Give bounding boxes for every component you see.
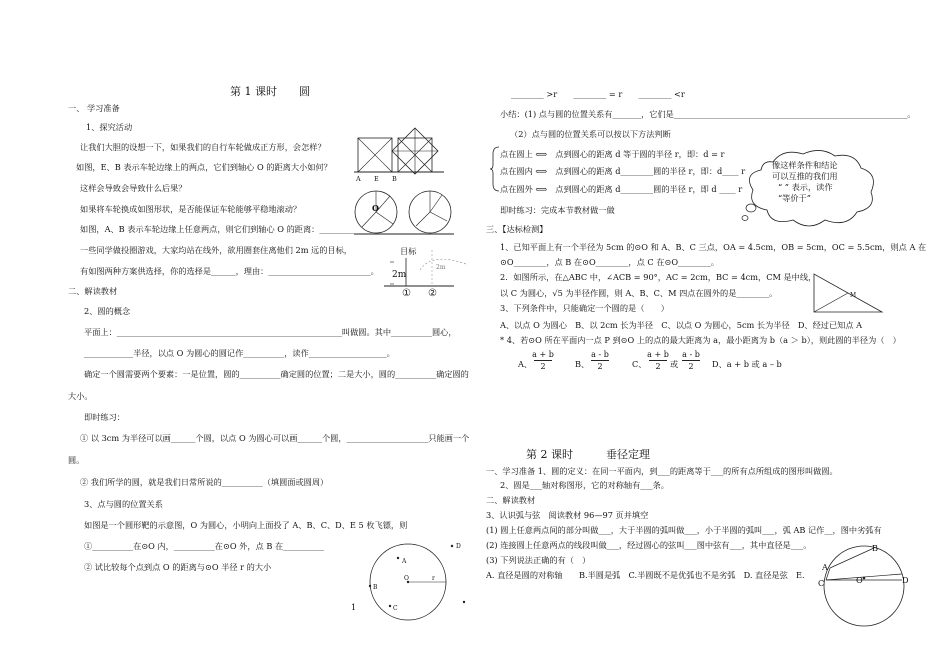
activity-heading: 1、探究活动: [86, 122, 133, 132]
para-4: 如果将车轮换成如图形状，是否能保证车轮能够平稳地滚动？: [80, 204, 302, 214]
dart-label-b: B: [373, 584, 378, 591]
round-wheel-figure: [354, 190, 454, 236]
judge-on: 点在圆上 ⟺ 点到圆心的距离 d 等于圆的半径 r，即：d = r: [500, 149, 725, 159]
q4-frac-a: [532, 350, 554, 371]
para-11: 大小。: [68, 391, 93, 401]
tri-label-m: M: [850, 292, 857, 299]
l2-line-5: (1) 圆上任意两点间的部分叫做___，大于半圆的弧叫做___，小于半圆的弧叫___，弧 AB 记作__，图中劣弧有: [486, 525, 882, 535]
frac-num: a + b: [647, 350, 669, 359]
frac-num: a - b: [591, 350, 609, 359]
practice-right: 即时练习：完成本节教材做一做: [500, 205, 615, 215]
page-number: 1: [351, 602, 357, 612]
option-2-label: ②: [428, 288, 437, 299]
summary-1: 小结：(1) 点与圆的位置关系有_______，它们是_________________________________________________________。: [500, 109, 916, 119]
dart-label-c: C: [393, 605, 398, 612]
q4-or: 或: [670, 359, 679, 369]
compare-line: ________ >r ________ = r ________ <r: [511, 89, 685, 99]
chord-label-d: D: [902, 575, 909, 585]
q4-option-c-label: C、: [632, 359, 647, 369]
para-17: ② 试比较每个点到点 O 的距离与⊙O 半径 r 的大小: [84, 562, 272, 572]
practice-heading: 即时练习：: [84, 412, 125, 422]
para-6: 一些同学做投圈游戏，大家均站在线外，欲用圈套住离他们 2m 远的目标，: [80, 245, 352, 255]
para-16: ①__________在⊙O 内，__________在⊙O 外，点 B 在__________: [84, 541, 325, 551]
lesson2-title: 第 2 课时 垂径定理: [526, 448, 650, 461]
dart-label-r: r: [432, 575, 435, 582]
dart-label-d: D: [456, 543, 461, 550]
cloud-line-1: 像这样条件和结论: [772, 160, 838, 170]
chord-label-b: B: [872, 543, 879, 553]
option-1-label: ①: [402, 288, 411, 299]
frac-den: 2: [688, 362, 694, 371]
section-1-heading: 一、 学习准备: [68, 103, 120, 113]
frac-den: 2: [655, 362, 661, 371]
chord-label-c: C: [818, 578, 825, 588]
chord-circle-figure: [818, 540, 918, 636]
q1-line-a: 1、已知平面上有一个半径为 5cm 的⊙O 和 A、B、C 三点，OA = 4.5cm，OB = 5cm，OC = 5.5cm，则点 A 在: [500, 242, 927, 252]
chord-label-o: O: [856, 575, 863, 585]
q2-line-b: 以 C 为圆心，√5 为半径作圆，则 A、B、C、M 四点在圆外的是________。: [500, 288, 778, 298]
judge-outside: 点在圆外 ⟺ 点到圆心的距离 d________圆的半径 r，即 d ____ r: [500, 184, 743, 194]
para-1: 让我们大胆的设想一下，如果我们的自行车轮做成正方形，会怎样？: [80, 142, 326, 152]
relation-heading: 3、点与圆的位置关系: [84, 499, 163, 509]
l2-line-3: 二、解读教材: [486, 495, 536, 505]
q4-option-d: D、a + b 或 a – b: [712, 359, 782, 369]
l2-line-6: (2) 连接圆上任意两点的线段叫做___，经过圆心的弦叫___图中弦有___，其中直径是___。: [486, 540, 812, 550]
cloud-line-3: “ ” 表示，读作: [778, 182, 833, 192]
left-brace: [490, 146, 500, 192]
q4-option-b-label: B、: [575, 359, 590, 369]
fig-label-e: E: [374, 175, 379, 183]
l2-line-1: 一、学习准备 1、圆的定义：在同一平面内，到___的距离等于___的所有点所组成的图形叫做圆。: [486, 466, 838, 476]
square-wheel-figure: [352, 126, 447, 186]
frac-den: 2: [597, 362, 603, 371]
para-14: ② 我们所学的圆，就是我们日常所说的__________（填圆面或圆周）: [80, 477, 329, 487]
q3-options: A、以点 O 为圆心 B、以 2cm 长为半径 C、以点 O 为圆心，5cm 长为半径 D、经过已知点 A: [500, 320, 863, 330]
q4-frac-b: [589, 350, 611, 371]
q4-stem: * 4、若⊙O 所在平面内一点 P 到⊙O 上的点的最大距离为 a，最小距离为 b（a ＞ b），则此圆的半径为（ ）: [500, 335, 901, 345]
para-15: 如图是一个圆形靶的示意图，O 为圆心，小明向上面投了 A、B、C、D、E 5 枚飞镖，则: [84, 520, 408, 530]
fig-label-a: A: [356, 175, 361, 183]
chord-label-a: A: [822, 562, 828, 572]
frac-num: a - b: [682, 350, 700, 359]
q3-stem: 3、下列条件中，只能确定一个圆的是（ ）: [500, 303, 669, 313]
lesson1-title: 第 1 课时 圆: [230, 85, 310, 98]
fig-label-b: B: [392, 175, 397, 183]
para-3: 这样会导致会导致什么后果？: [80, 183, 187, 193]
frac-num: a + b: [532, 350, 554, 359]
dart-label-a: A: [402, 558, 407, 565]
l2-line-2: 2、圆是___轴对称图形，它的对称轴有___条。: [500, 480, 669, 490]
l2-line-8: A. 直径是圆的对称轴 B.半圆是弧 C.半圆既不是优弧也不是劣弧 D. 直径是弦 E.: [486, 570, 805, 580]
q2-line-a: 2．如图所示，在△ABC 中，∠ACB = 90°，AC = 2cm，BC = 4cm，CM 是中线，: [500, 272, 817, 282]
fig-label-o: O: [372, 203, 379, 213]
concept-heading: 2、圆的概念: [84, 306, 131, 316]
judge-inside: 点在圆内 ⟺ 点到圆心的距离 d________圆的半径 r，即：d____ r: [500, 166, 746, 176]
q4-frac-c1: [647, 350, 669, 371]
para-12: ① 以 3cm 为半径可以画______个圆，以点 O 为圆心可以画______个圆，____________________只能画一个: [80, 433, 470, 443]
l2-line-4: 3、认识弧与弦 阅读教材 96—97 页并填空: [486, 510, 649, 520]
para-5: 如图，A、B 表示车轮边缘上任意两点，则它们到轴心 O 的距离：__________: [80, 224, 361, 234]
para-7: 有如图两种方案供选择，你的选择是______，理由：_________________________。: [80, 266, 379, 276]
para-13: 圆。: [68, 455, 85, 465]
two-m-label: 2m: [392, 270, 407, 280]
cloud-line-2: 可以互推的我们用: [772, 171, 838, 181]
l2-line-7: (3) 下列说法正确的有（ ）: [486, 555, 591, 565]
target-label: 目标: [400, 246, 417, 256]
para-10: 确定一个圆需要两个要素：一是位置，圆的__________确定圆的位置；二是大小，圆的__________确定圆的: [84, 369, 469, 379]
triangle-figure: [812, 272, 884, 316]
q1-line-b: ⊙O________，点 B 在⊙O________，点 C 在⊙O________。: [500, 257, 719, 267]
summary-2: （2）点与圆的位置关系可以按以下方法判断: [510, 129, 671, 139]
dart-label-o: O: [404, 575, 409, 582]
q4-frac-c2: [680, 350, 702, 371]
q4-option-a-label: A、: [518, 359, 533, 369]
section-3-heading: 三、【达标检测】: [486, 224, 548, 234]
frac-den: 2: [540, 362, 546, 371]
cloud-line-4: “等价于”: [778, 193, 811, 203]
para-8: 平面上：_______________________________________________________叫做圆。其中__________圆心，: [84, 327, 457, 337]
two-m-label-2: 2m: [436, 264, 446, 271]
section-2-heading: 二、解读教材: [68, 286, 118, 296]
para-2: 如图，E、B 表示车轮边缘上的两点，它们到轴心 O 的距离大小如何？: [76, 162, 332, 172]
para-9: ____________半径，以点 O 为圆心的圆记作__________，读作___________________。: [84, 348, 395, 358]
